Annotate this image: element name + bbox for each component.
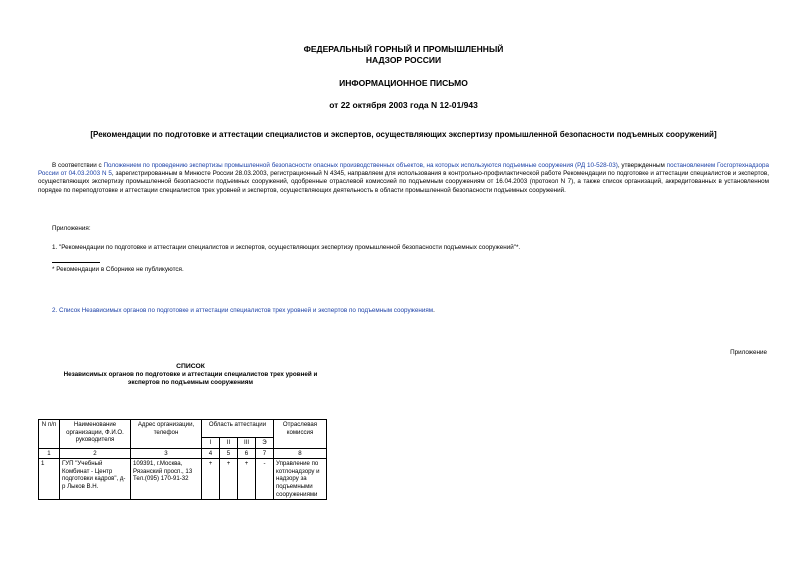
attachments-label: Приложения: — [52, 225, 91, 232]
row-level-3: + — [238, 459, 256, 500]
row-level-expert: - — [256, 459, 274, 500]
header-level: Э — [256, 438, 274, 449]
resolution-link[interactable]: постановлением Госгортехнадзора России от 04.03.2003 N 5 — [38, 162, 769, 178]
organizations-table — [38, 419, 327, 500]
footnote-divider — [52, 262, 100, 263]
col-number: 3 — [131, 448, 202, 459]
header-level: II — [220, 438, 238, 449]
subject: [Рекомендации по подготовке и аттестации специалистов и экспертов, осуществляющих экспертизу промышленной безопасности подъемных сооружений] — [90, 130, 717, 139]
attachment-item-2 — [52, 307, 435, 315]
header-level: I — [202, 438, 220, 449]
header-area: Область аттестации — [202, 420, 274, 438]
col-number: 6 — [238, 448, 256, 459]
table-row — [39, 459, 327, 500]
row-address: 109391, г.Москва, Рязанский просп., 13 Тел.(095) 170-91-32 — [131, 459, 202, 500]
main-paragraph — [38, 162, 769, 195]
date-number: от 22 октября 2003 года N 12-01/943 — [329, 100, 478, 110]
footnote: * Рекомендации в Сборнике не публикуются. — [52, 266, 184, 273]
col-number: 7 — [256, 448, 274, 459]
appendix-label: Приложение — [730, 349, 767, 356]
attachment-item-1: 1. "Рекомендации по подготовке и аттестации специалистов и экспертов, осуществляющих экспертизу промышленной безопасности подъемных сооружений"*. — [52, 244, 521, 251]
header-name: Наименование организации, Ф.И.О. руководителя — [60, 420, 131, 449]
row-name: ГУП "Учебный Комбинат - Центр подготовки кадров", д-р Лыков В.Н. — [60, 459, 131, 500]
authority-line2: НАДЗОР РОССИИ — [365, 55, 442, 65]
header-num: N п/п — [39, 420, 60, 449]
column-number-row — [39, 448, 327, 459]
header-commission: Отраслевая комиссия — [274, 420, 327, 449]
list-link[interactable]: Список Независимых органов по подготовке и аттестации специалистов трех уровней и экспертов по подъемным сооружениям — [59, 307, 434, 314]
doc-type: ИНФОРМАЦИОННОЕ ПИСЬМО — [339, 78, 468, 88]
header-address: Адрес организации, телефон — [131, 420, 202, 449]
table-header-row — [39, 420, 327, 438]
row-level-1: + — [202, 459, 220, 500]
header-level: III — [238, 438, 256, 449]
item2-end: . — [433, 307, 435, 314]
col-number: 5 — [220, 448, 238, 459]
appendix-subtitle-line1: Независимых органов по подготовке и аттестации специалистов трех уровней и — [63, 371, 318, 378]
row-level-2: + — [220, 459, 238, 500]
col-number: 1 — [39, 448, 60, 459]
row-num: 1 — [39, 459, 60, 500]
regulation-link[interactable]: Положением по проведению экспертизы промышленной безопасности опасных производственных объектов, на которых используются подъемные сооружения (РД 10-528-03) — [103, 162, 618, 169]
appendix-title: СПИСОК — [176, 363, 205, 370]
col-number: 4 — [202, 448, 220, 459]
row-commission: Управление по котлонадзору и надзору за подъемными сооружениями — [274, 459, 327, 500]
p1-text1: В соответствии с — [52, 162, 104, 169]
col-number: 2 — [60, 448, 131, 459]
p1-text2: , утвержденным — [617, 162, 667, 169]
item2-number: 2. — [52, 307, 60, 314]
appendix-subtitle-line2: экспертов по подъемным сооружениям — [127, 379, 254, 386]
p1-text3: , зарегистрированным в Минюсте России 28.03.2003, регистрационный N 4345, направляем для использования в контрольно-профилактической работе Рекомендации по подготовке и аттестации специалистов и экспертов, осуществляющих экспертизу промышленной безопасности подъемных сооружений, одобренные отраслевой комиссией по подъемным сооружениям от 16.04.2003 (протокол N 7), а также список организаций, аккредитованных в установленном порядке по переподготовке и аттестации специалистов трех уровней и экспертов, осуществляющих деятельность в области промышленной безопасности подъемных сооружений. — [38, 170, 769, 194]
authority-line1: ФЕДЕРАЛЬНЫЙ ГОРНЫЙ И ПРОМЫШЛЕННЫЙ — [303, 44, 504, 54]
col-number: 8 — [274, 448, 327, 459]
